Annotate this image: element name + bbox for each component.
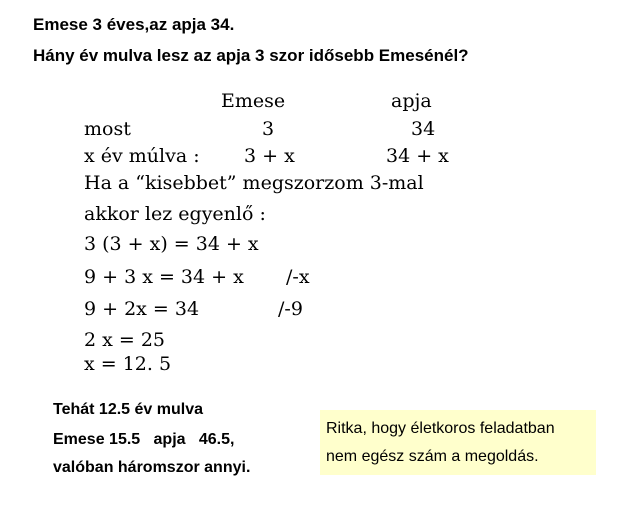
equation-2-step: /-x bbox=[286, 266, 310, 288]
conclusion-line-3: valóban háromszor annyi. bbox=[53, 459, 251, 476]
explanation-line-1: Ha a “kisebbet” megszorzom 3-mal bbox=[84, 172, 424, 194]
equation-4: 2 x = 25 bbox=[84, 329, 166, 351]
note-line-1: Ritka, hogy életkoros feladatban bbox=[326, 420, 555, 437]
row-most-apja: 34 bbox=[411, 118, 436, 140]
question-line-1: Emese 3 éves,az apja 34. bbox=[33, 15, 235, 34]
equation-2: 9 + 3 x = 34 + x bbox=[84, 266, 244, 288]
header-emese: Emese bbox=[221, 90, 286, 112]
question-line-2: Hány év mulva lesz az apja 3 szor idősebb Emesénél? bbox=[33, 46, 469, 65]
conclusion-line-1: Tehát 12.5 év mulva bbox=[53, 401, 203, 418]
row-most-label: most bbox=[84, 118, 131, 140]
note-box bbox=[320, 410, 596, 475]
equation-5: x = 12. 5 bbox=[84, 353, 172, 375]
row-x-emese: 3 + x bbox=[244, 145, 295, 167]
equation-1: 3 (3 + x) = 34 + x bbox=[84, 233, 259, 255]
row-x-apja: 34 + x bbox=[386, 145, 449, 167]
row-x-label: x év múlva : bbox=[84, 145, 200, 167]
conclusion-line-2: Emese 15.5 apja 46.5, bbox=[53, 431, 235, 448]
note-line-2: nem egész szám a megoldás. bbox=[326, 448, 539, 465]
equation-3: 9 + 2x = 34 bbox=[84, 298, 200, 320]
row-most-emese: 3 bbox=[262, 118, 275, 140]
equation-3-step: /-9 bbox=[278, 298, 303, 320]
header-apja: apja bbox=[391, 90, 432, 112]
explanation-line-2: akkor lez egyenlő : bbox=[84, 203, 266, 225]
